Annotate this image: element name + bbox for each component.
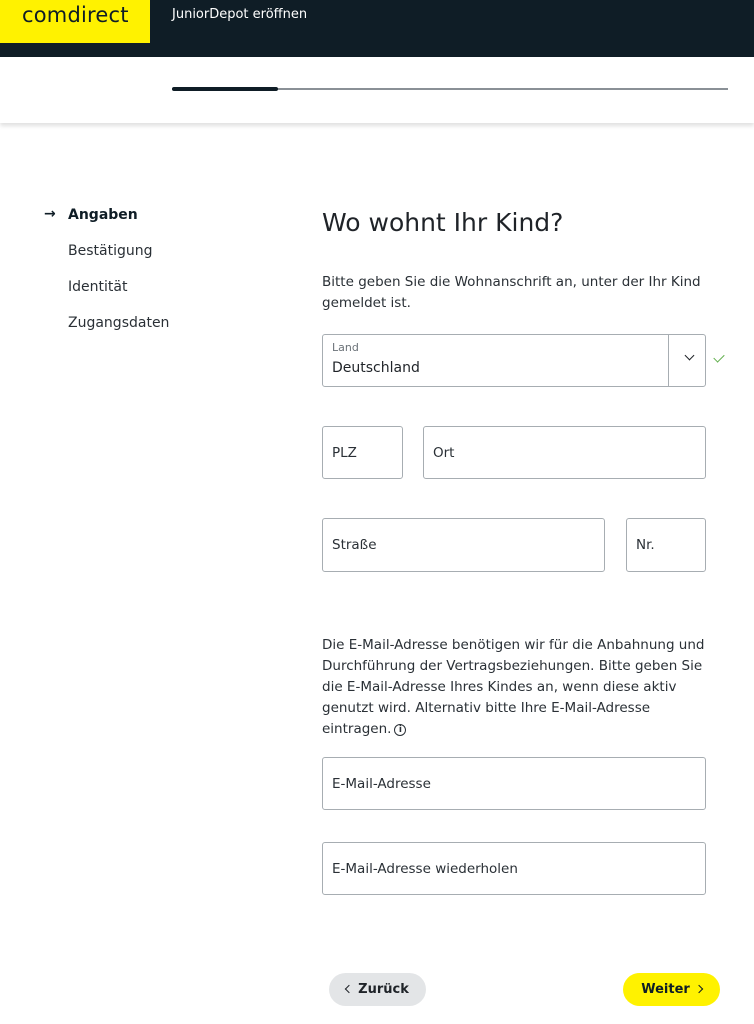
back-button[interactable] [329, 973, 426, 1006]
country-select[interactable] [322, 334, 706, 387]
step-identitaet [44, 279, 169, 315]
step-navigation [44, 207, 169, 351]
next-button-label: Weiter [641, 982, 690, 997]
email-info-text [322, 635, 722, 740]
plz-placeholder: PLZ [332, 444, 357, 461]
chevron-right-icon [695, 985, 703, 993]
step-label: Identität [68, 279, 128, 295]
ort-placeholder: Ort [433, 444, 455, 461]
hausnummer-input[interactable] [626, 518, 706, 572]
checkmark-icon [713, 351, 724, 362]
ort-input[interactable] [423, 426, 706, 479]
step-zugangsdaten [44, 315, 169, 351]
app-title: JuniorDepot eröffnen [172, 7, 308, 22]
strasse-placeholder: Straße [332, 537, 377, 553]
back-button-label: Zurück [358, 982, 409, 997]
strasse-input[interactable] [322, 518, 605, 572]
step-label: Zugangsdaten [68, 315, 170, 331]
info-icon[interactable]: i [394, 724, 406, 736]
next-button[interactable] [623, 973, 720, 1006]
top-bar [0, 0, 754, 57]
email-repeat-input[interactable] [322, 842, 706, 895]
country-value: Deutschland [332, 360, 420, 376]
email-repeat-placeholder: E-Mail-Adresse wiederholen [332, 860, 518, 877]
address-intro-text: Bitte geben Sie die Wohnanschrift an, unter der Ihr Kind gemeldet ist. [322, 274, 701, 311]
page-title: Wo wohnt Ihr Kind? [322, 208, 564, 237]
chevron-left-icon [345, 985, 353, 993]
email-placeholder: E-Mail-Adresse [332, 775, 431, 792]
step-angaben [44, 207, 169, 243]
chevron-down-icon[interactable] [685, 351, 695, 361]
comdirect-logo[interactable]: comdirect [0, 0, 150, 43]
progress-fill [172, 87, 278, 91]
progress-area [0, 57, 754, 123]
arrow-right-icon: → [44, 206, 56, 222]
step-bestaetigung [44, 243, 169, 279]
select-divider [668, 335, 669, 386]
email-input[interactable] [322, 757, 706, 810]
country-label: Land [332, 341, 359, 354]
nr-placeholder: Nr. [636, 537, 655, 553]
step-label: Angaben [68, 207, 138, 223]
plz-input[interactable] [322, 426, 403, 479]
step-label: Bestätigung [68, 243, 153, 259]
email-note-text: Die E-Mail-Adresse benötigen wir für die Anbahnung und Durchführung der Vertragsbeziehungen. Bitte geben Sie die E-Mail-Adresse Ihres Kindes an, wenn diese aktiv genutzt wird. Alternativ bitte Ihre E-Mail-Adresse eintragen. [322, 637, 705, 737]
